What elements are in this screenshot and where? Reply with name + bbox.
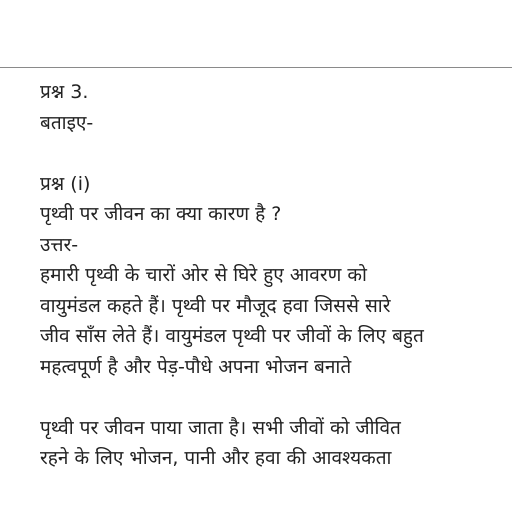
top-blank-area: [0, 0, 512, 67]
header-divider: [0, 67, 512, 68]
paragraph-line: महत्वपूर्ण है और पेड़-पौधे अपना भोजन बनाते: [40, 355, 352, 378]
answer-paragraph-2: [40, 413, 500, 474]
paragraph-line: जीव साँस लेते हैं। वायुमंडल पृथ्वी पर जीवों के लिए बहुत: [40, 325, 424, 347]
paragraph-line: वायुमंडल कहते हैं। पृथ्वी पर मौजूद हवा जिससे सारे: [40, 294, 391, 317]
paragraph-line: पृथ्वी पर जीवन पाया जाता है। सभी जीवों को जीवित: [40, 416, 401, 439]
document-content: [40, 77, 500, 474]
spacer: [40, 382, 500, 413]
subquestion-label: प्रश्न (i): [40, 172, 91, 195]
paragraph-line: रहने के लिए भोजन, पानी और हवा की आवश्यकता: [40, 447, 392, 469]
question-heading: प्रश्न 3.: [40, 81, 89, 103]
instruction-text: बताइए-: [40, 111, 94, 134]
answer-label: उत्तर-: [40, 233, 79, 256]
paragraph-line: हमारी पृथ्वी के चारों ओर से घिरे हुए आवरण को: [40, 264, 367, 286]
spacer: [40, 138, 500, 169]
subquestion-text: पृथ्वी पर जीवन का क्या कारण है ?: [40, 203, 282, 225]
answer-paragraph-1: [40, 260, 500, 382]
